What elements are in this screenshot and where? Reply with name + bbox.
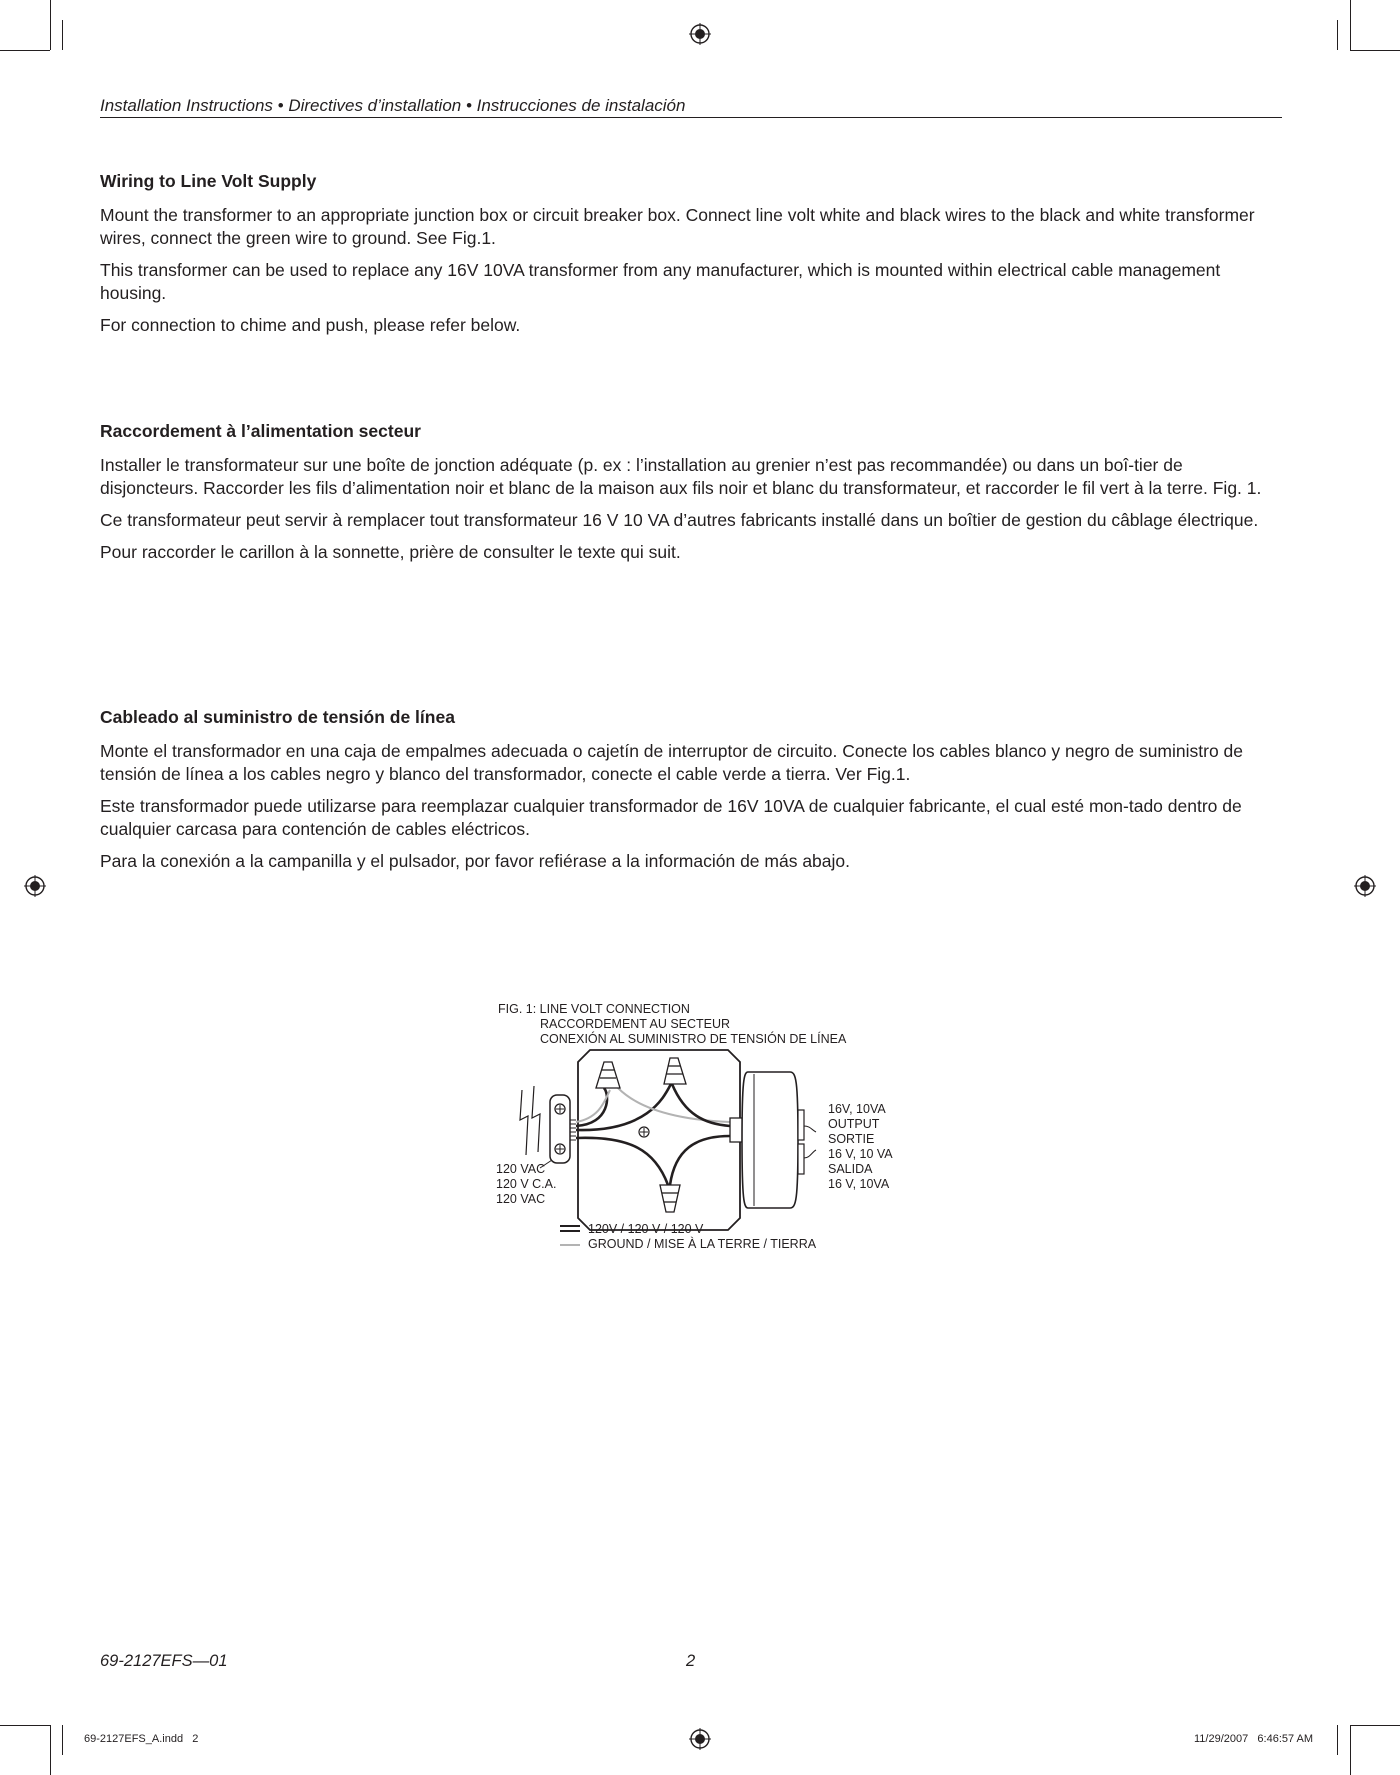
section-heading: Raccordement à l’alimentation secteur	[100, 421, 421, 441]
paragraph: Mount the transformer to an appropriate junction box or circuit breaker box. Connect line volt white and black wires to the black and white transformer wires, connect the green wire to ground. See Fig.1.	[100, 205, 1255, 248]
registration-mark-icon	[1354, 875, 1376, 897]
slug-timestamp: 11/29/2007 6:46:57 AM	[1194, 1733, 1314, 1745]
paragraph: Installer le transformateur sur une boîte de jonction adéquate (p. ex : l’installation au grenier n’est pas recommandée) ou dans un boî-tier de disjoncteurs. Raccorder les fils d’alimentation noir et blanc de la maison aux fils noir et blanc du transformateur, et raccorder le fil vert à la terre. Fig. 1.	[100, 455, 1262, 498]
legend-label: 120V / 120 V / 120 V	[588, 1222, 704, 1236]
label: SORTIE	[828, 1132, 875, 1146]
label: 120 VAC	[496, 1192, 546, 1206]
label: 16 V, 10VA	[828, 1177, 890, 1191]
legend-swatch-ground	[560, 1244, 580, 1246]
paragraph: Pour raccorder le carillon à la sonnette, prière de consulter le texte qui suit.	[100, 542, 681, 562]
label: 120 VAC	[496, 1162, 546, 1176]
document-number: 69-2127EFS—01	[100, 1652, 228, 1670]
wiring-diagram	[500, 1040, 820, 1240]
output-voltage-labels	[828, 1102, 893, 1192]
incoming-cable	[520, 1090, 528, 1155]
figure-caption-line: CONEXIÓN AL SUMINISTRO DE TENSIÓN DE LÍNEA	[540, 1032, 847, 1046]
label: 16 V, 10 VA	[828, 1147, 893, 1161]
paragraph: Ce transformateur peut servir à remplacer tout transformateur 16 V 10 VA d’autres fabricants installé dans un boîtier de gestion du câblage électrique.	[100, 510, 1259, 530]
label: SALIDA	[828, 1162, 873, 1176]
paragraph: Monte el transformador en una caja de empalmes adecuada o cajetín de interruptor de circuito. Conecte los cables blanco y negro de suministro de tensión de línea a los cables negro y blanco del transformador, conecte el cable verde a tierra. Ver Fig.1.	[100, 741, 1244, 784]
label: OUTPUT	[828, 1117, 880, 1131]
label: 16V, 10VA	[828, 1102, 886, 1116]
figure-caption-line: FIG. 1: LINE VOLT CONNECTION	[498, 1002, 690, 1016]
legend-label: GROUND / MISE À LA TERRE / TIERRA	[588, 1237, 817, 1251]
page-number: 2	[686, 1652, 696, 1670]
legend-swatch-line	[560, 1230, 580, 1232]
section-heading: Cableado al suministro de tensión de línea	[100, 707, 455, 727]
figure-caption-line: RACCORDEMENT AU SECTEUR	[540, 1017, 731, 1031]
section-heading: Wiring to Line Volt Supply	[100, 171, 317, 191]
label: 120 V C.A.	[496, 1177, 557, 1191]
paragraph: Para la conexión a la campanilla y el pulsador, por favor refiérase a la información de más abajo.	[100, 851, 850, 871]
section-spanish	[100, 705, 1280, 882]
paragraph: This transformer can be used to replace any 16V 10VA transformer from any manufacturer, which is mounted within electrical cable management housing.	[100, 260, 1221, 303]
paragraph: For connection to chime and push, please refer below.	[100, 315, 521, 335]
registration-mark-icon	[24, 875, 46, 897]
slug-file-name: 69-2127EFS_A.indd 2	[84, 1733, 199, 1745]
section-english	[100, 169, 1280, 346]
transformer	[742, 1072, 798, 1208]
running-header: Installation Instructions • Directives d’installation • Instrucciones de instalación	[100, 96, 1282, 118]
section-french	[100, 419, 1280, 573]
paragraph: Este transformador puede utilizarse para reemplazar cualquier transformador de 16V 10VA de cualquier fabricante, el cual esté mon-tado dentro de cualquier carcasa para contención de cables eléctricos.	[100, 796, 1242, 839]
registration-mark-icon	[689, 23, 711, 45]
registration-mark-icon	[689, 1728, 711, 1750]
legend-swatch-line	[560, 1225, 580, 1227]
input-voltage-labels	[496, 1162, 556, 1207]
